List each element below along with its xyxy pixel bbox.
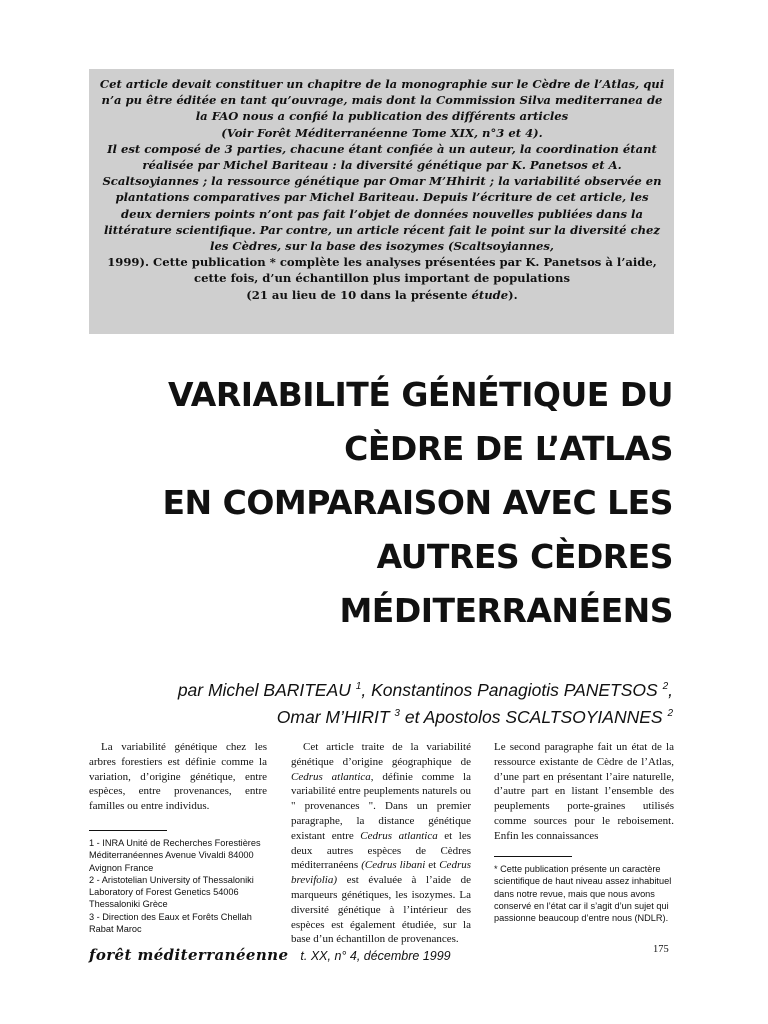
- footnote-rule-right: [494, 856, 572, 857]
- editorial-note-ref: (Voir Forêt Méditerranéenne Tome XIX, n°3 et 4).: [221, 125, 543, 140]
- body-column-2: [291, 740, 471, 947]
- page-number: 175: [653, 944, 669, 955]
- journal-logo: forêt méditerranéenne: [89, 946, 289, 964]
- col2-paragraph: Cet article traite de la variabilité génétique d’origine géographique de Cedrus atlantica, définie comme la variabilité entre peuplements naturels ou " provenances ". Dans un premier paragraphe, la distance génétique existant entre Cedrus atlantica et les deux autres espèces de Cèdres méditerranéens (Cedrus libani et Cedrus brevifolia) est évaluée à l’aide de marqueurs génétiques, les isozymes. La diversité génétique à l’intérieur des espèces est également étudiée, sur la base d’un échantillon de provenances.: [291, 741, 471, 946]
- title-line: MÉDITERRANÉENS: [339, 591, 673, 630]
- editorial-note-p2: Il est composé de 3 parties, chacune étant confiée à un auteur, la coordination étant réalisée par Michel Bariteau : la diversité génétique par K. Panetsos et A. Scaltsoyiannes ; la ressource génétique par Omar M’Hhirit ; la variabilité observée en plantations comparatives par Michel Bariteau. Depuis l’écriture de cet article, les deux derniers points n’ont pas fait l’objet de données nouvelles publiées dans la littérature scientifique. Par contre, un article récent fait le point sur la diversité chez les Cèdres, sur la base des isozymes (Scaltsoyiannes,: [102, 141, 662, 254]
- title-line: VARIABILITÉ GÉNÉTIQUE DU: [168, 375, 673, 414]
- footnotes-affiliations: [89, 837, 271, 935]
- title-line: CÈDRE DE L’ATLAS: [344, 429, 673, 468]
- col3-paragraph: Le second paragraphe fait un état de la ressource existante de Cèdre de l’Atlas, d’une part en présentant l’aire naturelle, d’autre part en listant l’ensemble des peuplements porte-graines utilisés comme sources pour le reboisement. Enfin les connaissances: [494, 741, 674, 842]
- editorial-note-p1: Cet article devait constituer un chapitre de la monographie sur le Cèdre de l’Atlas, qui n’a pu être éditée en tant qu’ouvrage, mais dont la Commission Silva mediterranea de la FAO nous a confié la publication des différents articles (Voir Forêt Méditerranéenne Tome XIX, n°3 et 4).: [99, 77, 665, 140]
- col1-paragraph: La variabilité génétique chez les arbres forestiers est définie comme la variation, d’origine génétique, entre espèces, entre provenances, entre familles ou entre individus.: [89, 741, 267, 813]
- footnote-3: 3 - Direction des Eaux et Forêts Chellah Rabat Maroc: [89, 911, 252, 935]
- author-line-2: Omar M’HIRIT $^3$ et Apostolos SCALTSOYIANNES $^2$: [276, 706, 673, 727]
- article-title: [73, 368, 673, 638]
- author-line-1: par Michel BARITEAU $^1$, Konstantinos Panagiotis PANETSOS $^2$,: [177, 679, 673, 700]
- title-line: AUTRES CÈDRES: [376, 537, 673, 576]
- editorial-note-p4: (21 au lieu de 10 dans la présente étude).: [246, 287, 518, 302]
- footnote-2: 2 - Aristotelian University of Thessaloniki Laboratory of Forest Genetics 54006 Thessaloniki Grèce: [89, 874, 254, 910]
- body-column-3: [494, 740, 674, 844]
- footnote-editorial: * Cette publication présente un caractère scientifique de haut niveau assez inhabituel dans notre revue, mais que nous avons conservé en l’état car il s’agit d’un sujet qui passionne beaucoup d’entre nous (NDLR).: [494, 864, 672, 924]
- page-footer: [89, 946, 451, 965]
- editorial-note: [99, 76, 665, 303]
- title-line: EN COMPARAISON AVEC LES: [162, 483, 673, 522]
- editorial-note-p3: 1999). Cette publication * complète les analyses présentées par K. Panetsos à l’aide, cette fois, d’un échantillon plus important de populations: [107, 255, 657, 286]
- footnote-1: 1 - INRA Unité de Recherches Forestières Méditerranéennes Avenue Vivaldi 84000 Avignon France: [89, 838, 261, 873]
- author-byline: [73, 675, 673, 729]
- footnote-rule-left: [89, 830, 167, 831]
- body-column-1: [89, 740, 267, 814]
- issue-info: t. XX, n° 4, décembre 1999: [300, 949, 451, 963]
